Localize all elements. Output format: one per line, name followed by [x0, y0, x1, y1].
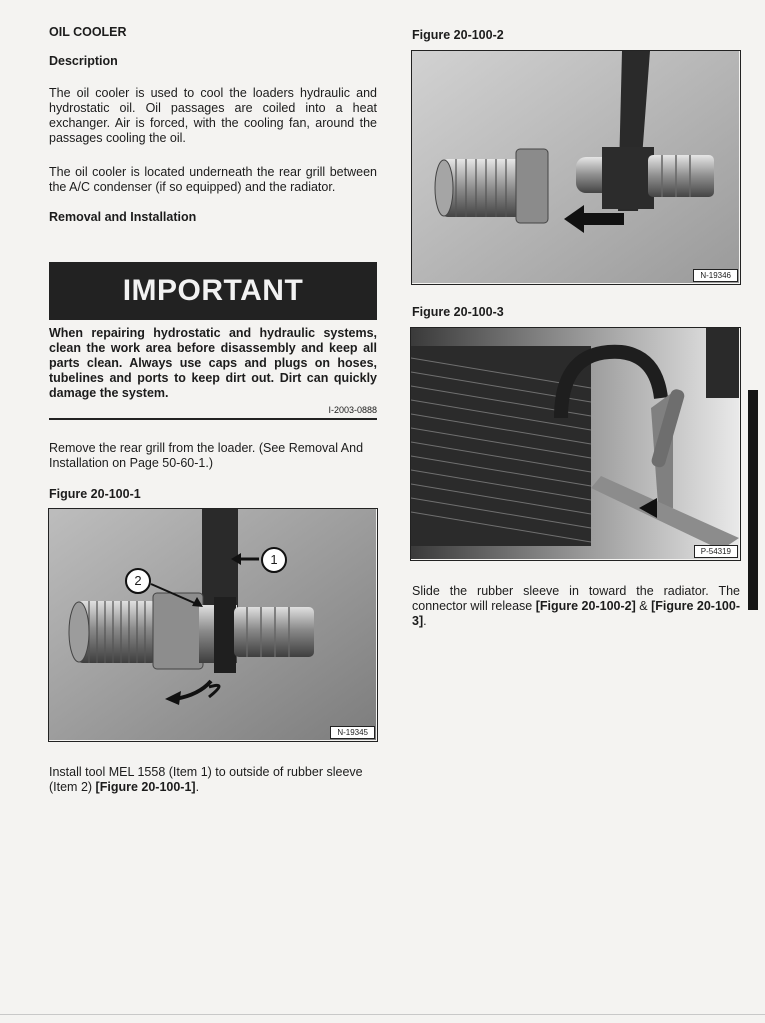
- removal-heading: Removal and Installation: [49, 210, 197, 224]
- important-notice: [49, 262, 377, 420]
- important-code-row: [49, 401, 377, 420]
- slide-text: [412, 584, 740, 629]
- binding-edge-mark: [748, 390, 758, 610]
- figure3-photo: [410, 327, 741, 561]
- figure3-illustration: [411, 328, 739, 559]
- figure1-photo: [48, 508, 378, 742]
- figure2-illustration: [412, 51, 739, 283]
- figure2-id: N-19346: [693, 269, 738, 282]
- figure1-callout-1: 1: [261, 547, 287, 573]
- description-heading: Description: [49, 54, 118, 68]
- install-text: [49, 765, 377, 795]
- install-text-body: Install tool MEL 1558 (Item 1) to outside of rubber sleeve (Item 2): [49, 765, 363, 794]
- description-paragraph-1: The oil cooler is used to cool the loaders hydraulic and hydrostatic oil. Oil passages are coiled into a heat exchanger. Air is forced, with the cooling fan, around the passages cooling the oil.: [49, 86, 377, 145]
- figure1-callout-2: 2: [125, 568, 151, 594]
- install-text-end: .: [195, 780, 200, 794]
- remove-grill-text: Remove the rear grill from the loader. (See Removal And Installation on Page 50-60-1.): [49, 441, 364, 470]
- install-figure-ref: [Figure 20-100-1]: [95, 780, 196, 794]
- section-title: OIL COOLER: [49, 25, 127, 39]
- figure1-illustration: [49, 509, 376, 740]
- slide-figure-ref-2: [Figure 20-100-3]: [412, 599, 740, 628]
- figure3-id: P-54319: [694, 545, 738, 558]
- important-text: When repairing hydrostatic and hydraulic systems, clean the work area before disassembly and keep all parts clean. Always use caps and plugs on hoses, tubelines and ports to keep dirt out. Dirt can quickly damage the system.: [49, 326, 377, 400]
- description-paragraph-2: The oil cooler is located underneath the rear grill between the A/C condenser (if so equipped) and the radiator.: [49, 165, 377, 194]
- page-bottom-line: [0, 1014, 765, 1015]
- figure2-title: Figure 20-100-2: [412, 28, 504, 42]
- slide-text-amp: &: [635, 599, 652, 613]
- important-banner: IMPORTANT: [49, 262, 377, 320]
- slide-text-end: .: [423, 614, 427, 628]
- important-code: I-2003-0888: [328, 405, 377, 415]
- slide-figure-ref-1: [Figure 20-100-2]: [535, 599, 636, 613]
- figure1-title: Figure 20-100-1: [49, 487, 141, 501]
- slide-text-body: Slide the rubber sleeve in toward the radiator. The connector will release: [412, 584, 740, 613]
- figure2-photo: [411, 50, 741, 285]
- figure1-id: N-19345: [330, 726, 375, 739]
- figure3-title: Figure 20-100-3: [412, 305, 504, 319]
